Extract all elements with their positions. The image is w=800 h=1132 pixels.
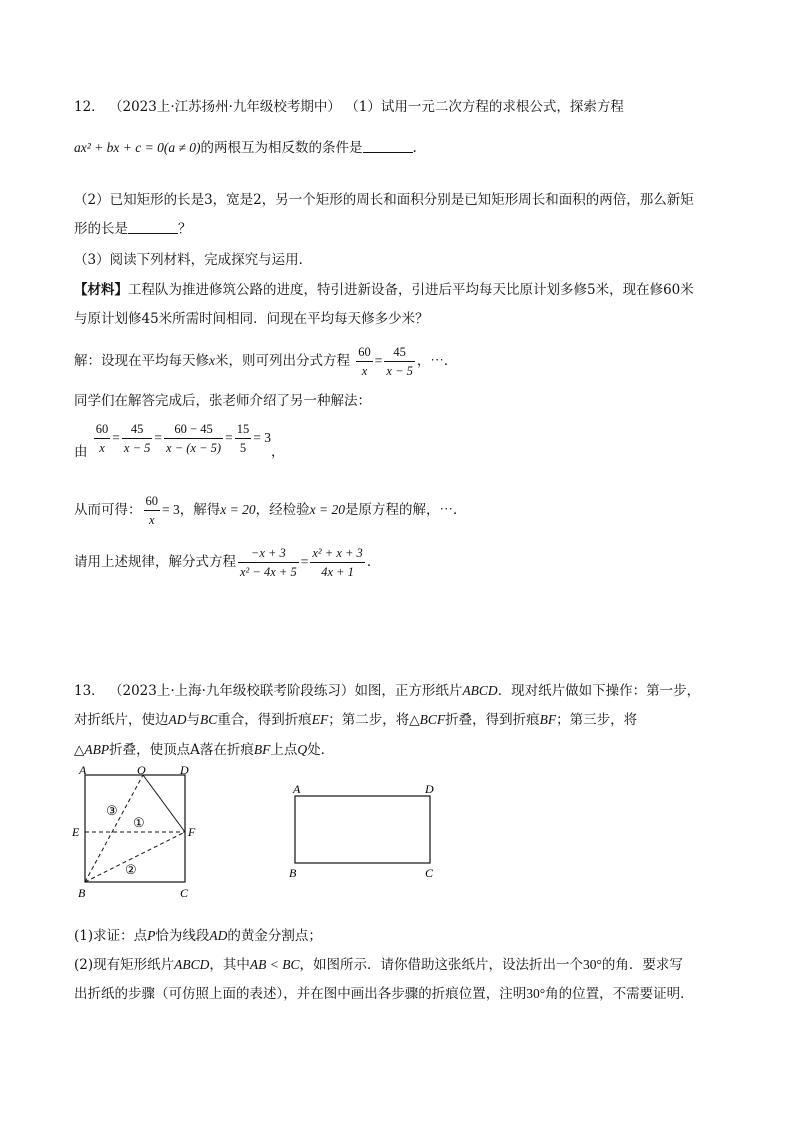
- rectangle-outline: [295, 796, 430, 863]
- q13-text: 上点: [270, 742, 298, 758]
- point-q: Q: [297, 742, 308, 757]
- step-2-marker: ②: [125, 862, 137, 877]
- label-a: A: [79, 765, 87, 777]
- q12-number: 12．: [74, 99, 105, 115]
- var-x: x: [209, 353, 215, 368]
- ad: AD: [209, 928, 228, 943]
- q13-source: （2023上·上海·九年级校联考阶段练习）: [108, 683, 355, 699]
- equals-3: = 3: [162, 502, 180, 517]
- apply-prefix: 请用上述规律，解分式方程: [74, 554, 236, 570]
- q12-alt-intro: 同学们在解答完成后，张老师介绍了另一种解法：: [74, 393, 371, 409]
- q12-part2-line1: （2）已知矩形的长是3，宽是2，另一个矩形的周长和面积分别是已知矩形周长和面积的两倍，那么新矩: [74, 192, 694, 208]
- label-a: A: [293, 782, 301, 796]
- fraction-45-over-x-5: [384, 343, 414, 380]
- triangle-bcf: △BCF: [409, 712, 446, 727]
- fraction-apply-right: [310, 544, 364, 581]
- q12-part3: （3）阅读下列材料，完成探究与运用．: [74, 252, 313, 268]
- solution-end: ，⋯．: [416, 353, 458, 369]
- label-c: C: [180, 886, 189, 900]
- fraction-diff: [164, 420, 223, 457]
- denominator: x − 5: [123, 441, 151, 455]
- you-label: 由: [74, 444, 88, 460]
- numerator: 60: [144, 492, 161, 511]
- material-text-1: 工程队为推进修筑公路的进度，特引进新设备，引进后平均每天比原计划多修5米，现在修60米: [128, 282, 694, 298]
- ad: AD: [168, 712, 187, 727]
- q13-text: ，如图所示．请你借助这张纸片，设法折出一个: [299, 957, 583, 973]
- label-c: C: [425, 866, 434, 880]
- bf: BF: [253, 742, 271, 757]
- denominator: x − (x − 5): [166, 441, 222, 455]
- q13-text: 如图，正方形纸片: [354, 683, 463, 699]
- apply-end: ．: [366, 554, 381, 570]
- denominator: x: [148, 513, 155, 527]
- q12-line-1: [74, 97, 624, 117]
- x-equals-20: x = 20: [220, 502, 256, 517]
- q12-alt-solution: [74, 418, 284, 458]
- label-f: F: [188, 825, 196, 839]
- answer-blank-1[interactable]: [363, 138, 413, 153]
- numerator: 45: [384, 343, 414, 362]
- q13-text: (2)现有矩形纸片: [74, 957, 175, 973]
- q12-solution: [74, 341, 457, 381]
- q13-text: 的角．要求写: [601, 957, 683, 973]
- q12-part1-tail: 的两根互为相反数的条件是: [200, 140, 363, 156]
- fraction-60-over-x: [356, 343, 373, 380]
- q13-text: 折叠，使顶点A落在折痕: [109, 742, 254, 758]
- q12-condition: (a ≠ 0): [163, 140, 201, 155]
- q13-text: 与: [186, 712, 200, 728]
- fraction-60-over-x-alt: [94, 420, 111, 457]
- numerator: x² + x + 3: [310, 544, 364, 563]
- denominator: 4x + 1: [321, 565, 354, 579]
- answer-blank-2[interactable]: [128, 219, 178, 234]
- denominator: x: [99, 441, 105, 455]
- deduce-mid: ，解得: [179, 502, 221, 518]
- q12-source: （2023上·江苏扬州·九年级校考期中）: [108, 99, 341, 115]
- label-o: O: [137, 765, 146, 777]
- q13-text: ；第二步，将: [328, 712, 410, 728]
- q13-item-1: [74, 926, 322, 946]
- material-tag: 【材料】: [74, 282, 128, 298]
- q13-text: 处．: [307, 742, 335, 758]
- abcd: ABCD: [174, 957, 210, 972]
- equals: =: [300, 554, 309, 569]
- q13-text: 角的位置，不需要证明．: [545, 986, 694, 1002]
- equals: =: [225, 430, 233, 445]
- label-d: D: [425, 782, 434, 796]
- bf: BF: [539, 712, 557, 727]
- q13-text: 恰为线段: [155, 928, 210, 944]
- q13-text: 出折纸的步骤（可仿照上面的表述），并在图中画出各步骤的折痕位置，注明: [74, 986, 527, 1002]
- q13-line-2: [74, 710, 637, 730]
- fold-figure: [70, 765, 210, 905]
- label-b: B: [289, 866, 297, 880]
- q13-text: ．现对纸片做如下操作：第一步，: [497, 683, 701, 699]
- numerator: 15: [235, 420, 252, 439]
- fraction-15-over-5: [235, 420, 252, 457]
- q12-part2-text: 形的长是: [74, 221, 128, 237]
- denominator: x: [361, 364, 368, 378]
- q13-text: (1)求证：点: [74, 928, 148, 944]
- deduce-prefix: 从而可得：: [74, 502, 142, 518]
- label-b: B: [78, 886, 86, 900]
- q13-text: 对折纸片，使边: [74, 712, 169, 728]
- ef: EF: [311, 712, 329, 727]
- step-3-marker: ③: [106, 803, 118, 818]
- bc: BC: [200, 712, 218, 727]
- label-e: E: [72, 825, 80, 839]
- angle-30: 30°: [582, 957, 602, 972]
- step-1-marker: ①: [133, 815, 145, 830]
- numerator: 60 − 45: [164, 420, 223, 439]
- fraction-apply-left: [238, 544, 299, 581]
- q13-text: 重合，得到折痕: [217, 712, 312, 728]
- q12-part1-intro: （1）试用一元二次方程的求根公式，探索方程: [345, 99, 624, 115]
- q12-apply: [74, 542, 380, 582]
- q12-line-2: [74, 138, 417, 158]
- rectangle-figure: [283, 780, 443, 880]
- solution-prefix: 解：设现在平均每天修: [74, 353, 209, 369]
- fraction-60-over-x-deduce: [144, 492, 161, 529]
- denominator: x² − 4x + 5: [240, 565, 297, 579]
- deduce-check: ，经检验: [255, 502, 310, 518]
- q13-text: ；第三步，将: [556, 712, 638, 728]
- numerator: 60: [356, 343, 373, 362]
- abcd: ABCD: [462, 683, 498, 698]
- equals: =: [112, 430, 120, 445]
- triangle-abp: △ABP: [74, 742, 110, 757]
- q12-equation: ax² + bx + c = 0: [74, 140, 164, 155]
- numerator: 60: [94, 420, 111, 439]
- q12-part2-line2: [74, 219, 192, 239]
- equals: =: [154, 430, 163, 445]
- q12-material-line2: 与原计划修45米所需时间相同．问现在平均每天修多少米？: [74, 311, 429, 327]
- q12-deduce: [74, 490, 466, 530]
- deduce-end: 是原方程的解，⋯．: [344, 502, 467, 518]
- q13-text: 的黄金分割点；: [227, 928, 322, 944]
- q13-item-2: [74, 955, 683, 975]
- q12-part2-end: ？: [178, 221, 192, 237]
- segment-of: [143, 775, 185, 832]
- numerator: 45: [122, 420, 152, 439]
- q13-text: ，其中: [209, 957, 250, 973]
- fraction-45-over-x-5-alt: [122, 420, 152, 457]
- denominator: x − 5: [386, 364, 413, 378]
- equals-3: = 3: [253, 430, 271, 445]
- numerator: −x + 3: [238, 544, 299, 563]
- point-p: P: [147, 928, 156, 943]
- q13-item-2-line2: [74, 984, 694, 1004]
- q13-line-1: [74, 681, 700, 701]
- angle-30: 30°: [526, 986, 546, 1001]
- q12-part1-end: .: [412, 140, 417, 156]
- q13-line-3: [74, 740, 334, 760]
- ab-less-than-bc: AB < BC: [249, 957, 300, 972]
- q13-number: 13．: [74, 683, 105, 699]
- q12-material-line1: [74, 280, 694, 300]
- comma: ，: [270, 444, 285, 460]
- denominator: 5: [239, 441, 247, 455]
- solution-mid: 米，则可列出分式方程: [215, 353, 350, 369]
- label-d: D: [180, 765, 189, 777]
- x-equals-20-check: x = 20: [309, 502, 345, 517]
- equals: =: [374, 353, 383, 368]
- q13-text: 折叠，得到折痕: [445, 712, 540, 728]
